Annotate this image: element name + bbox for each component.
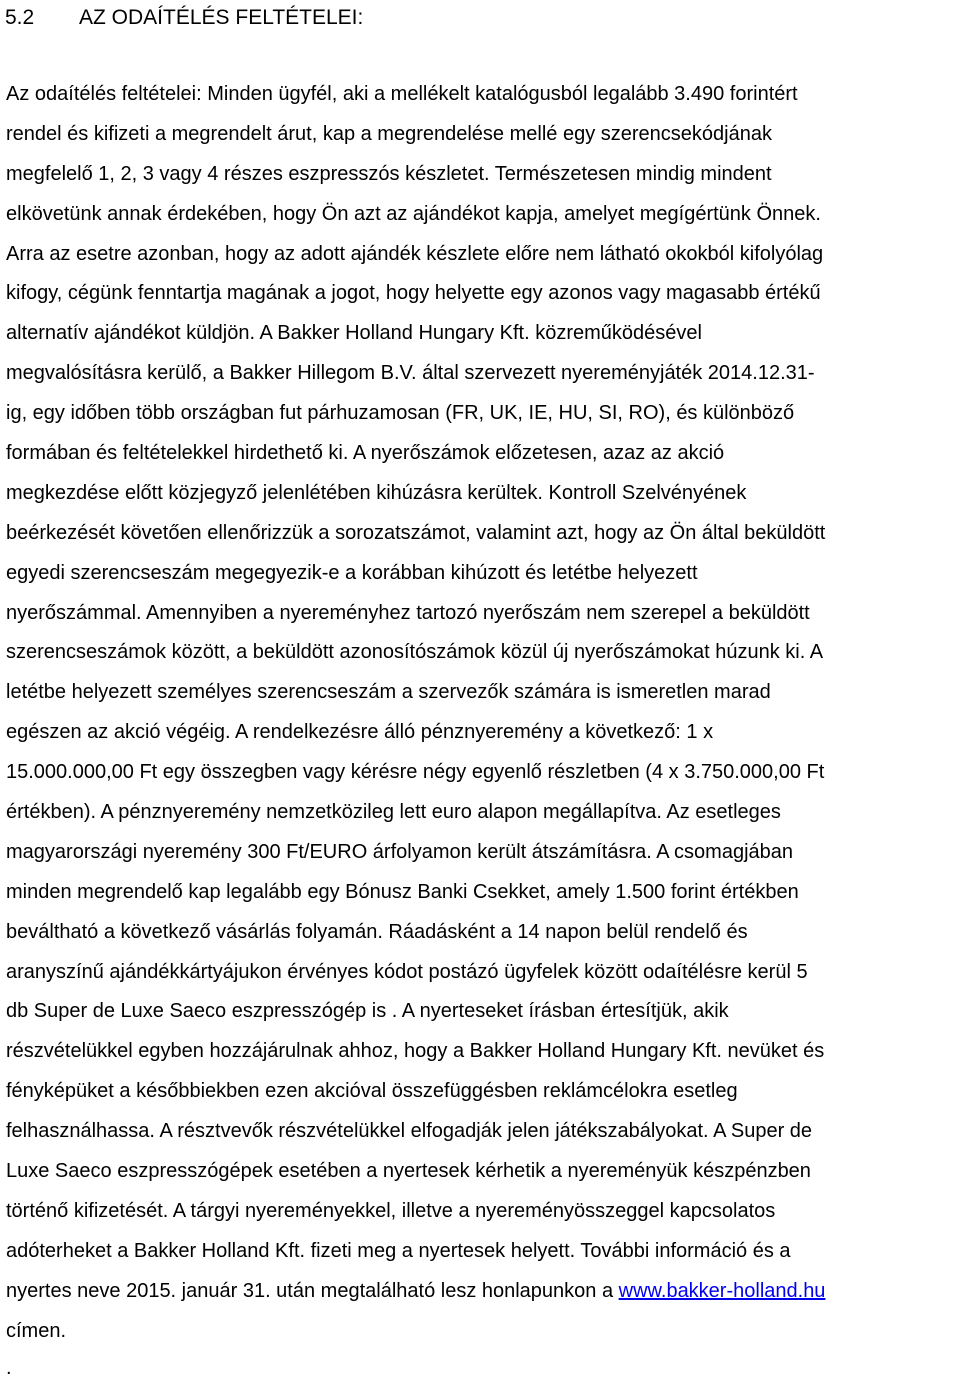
paragraph-line: értékben). A pénznyeremény nemzetközileg lett euro alapon megállapítva. Az esetleges — [6, 801, 781, 824]
paragraph-line-with-link — [6, 1272, 958, 1312]
section-title: AZ ODAÍTÉLÉS FELTÉTELEI: — [79, 6, 364, 29]
paragraph-line-final: címen. — [6, 1319, 67, 1342]
section-number: 5.2 — [5, 6, 35, 29]
paragraph-line: felhasználhassa. A résztvevők részvételükkel elfogadják jelen játékszabályokat. A Super de — [6, 1120, 813, 1143]
paragraph-line: részvételükkel egyben hozzájárulnak ahhoz, hogy a Bakker Holland Hungary Kft. nevüket és — [6, 1040, 825, 1063]
paragraph-line: adóterheket a Bakker Holland Kft. fizeti meg a nyertesek helyett. További információ és a — [6, 1239, 791, 1262]
trailing-dot: . — [6, 1357, 12, 1379]
section-heading — [5, 5, 363, 31]
paragraph-line: nyerőszámmal. Amennyiben a nyereményhez tartozó nyerőszám nem szerepel a beküldött — [6, 601, 810, 624]
paragraph-line: minden megrendelő kap legalább egy Bónusz Banki Csekket, amely 1.500 forint értékben — [6, 880, 799, 903]
paragraph-line: letétbe helyezett személyes szerencseszám a szervezők számára is ismeretlen marad — [6, 681, 771, 704]
paragraph-line: ig, egy időben több országban fut párhuzamosan (FR, UK, IE, HU, SI, RO), és különböző — [6, 402, 795, 425]
paragraph-line: aranyszínű ajándékkártyájukon érvényes kódot postázó ügyfelek között odaítélésre kerül 5 — [6, 960, 808, 983]
paragraph-line: megvalósításra kerülő, a Bakker Hillegom B.V. által szervezett nyereményjáték 2014.12.31- — [6, 362, 815, 385]
paragraph-line: történő kifizetését. A tárgyi nyereményekkel, illetve a nyereményösszeggel kapcsolatos — [6, 1199, 776, 1222]
paragraph-line: fényképüket a későbbiekben ezen akcióval összefüggésben reklámcélokra esetleg — [6, 1080, 738, 1103]
paragraph-line: egészen az akció végéig. A rendelkezésre álló pénznyeremény a következő: 1 x — [6, 721, 714, 744]
paragraph-line: egyedi szerencseszám megegyezik-e a korábban kihúzott és letétbe helyezett — [6, 561, 698, 584]
paragraph-line: Luxe Saeco eszpresszógépek esetében a nyertesek kérhetik a nyereményük készpénzben — [6, 1160, 811, 1183]
line-text-before-link: nyertes neve 2015. január 31. után megtalálható lesz honlapunkon a — [6, 1279, 619, 1302]
paragraph-line: alternatív ajándékot küldjön. A Bakker Holland Hungary Kft. közreműködésével — [6, 322, 702, 345]
paragraph-line: megfelelő 1, 2, 3 vagy 4 részes eszpresszós készletet. Természetesen mindig mindent — [6, 162, 772, 185]
paragraph-line: szerencseszámok között, a beküldött azonosítószámok közül új nyerőszámokat húzunk ki. A — [6, 641, 824, 664]
website-link[interactable]: www.bakker-holland.hu — [618, 1279, 826, 1302]
paragraph-line: beérkezését követően ellenőrizzük a sorozatszámot, valamint azt, hogy az Ön által beküldött — [6, 521, 826, 544]
paragraph-line: Arra az esetre azonban, hogy az adott ajándék készlete előre nem látható okokból kifolyólag — [6, 242, 824, 265]
paragraph-line: magyarországi nyeremény 300 Ft/EURO árfolyamon került átszámításra. A csomagjában — [6, 840, 794, 863]
paragraph-line: formában és feltételekkel hirdethető ki. A nyerőszámok előzetesen, azaz az akció — [6, 442, 725, 465]
paragraph-line: beváltható a következő vásárlás folyamán. Ráadásként a 14 napon belül rendelő és — [6, 920, 748, 943]
paragraph-line: db Super de Luxe Saeco eszpresszógép is . A nyerteseket írásban értesítjük, akik — [6, 1000, 729, 1023]
paragraph-line: Az odaítélés feltételei: Minden ügyfél, aki a mellékelt katalógusból legalább 3.490 forintért — [6, 83, 798, 105]
paragraph-line: elkövetünk annak érdekében, hogy Ön azt az ajándékot kapja, amelyet megígértünk Önnek. — [6, 202, 821, 225]
paragraph-line: 15.000.000,00 Ft egy összegben vagy kérésre négy egyenlő részletben (4 x 3.750.000,00 Ft — [6, 761, 825, 784]
body-paragraph — [6, 75, 958, 1352]
paragraph-line: rendel és kifizeti a megrendelt árut, kap a megrendelése mellé egy szerencsekódjának — [6, 122, 772, 145]
paragraph-line: megkezdése előtt közjegyző jelenlétében kihúzásra kerültek. Kontroll Szelvényének — [6, 481, 747, 504]
paragraph-line: kifogy, cégünk fenntartja magának a jogot, hogy helyette egy azonos vagy magasabb értékű — [6, 282, 821, 305]
